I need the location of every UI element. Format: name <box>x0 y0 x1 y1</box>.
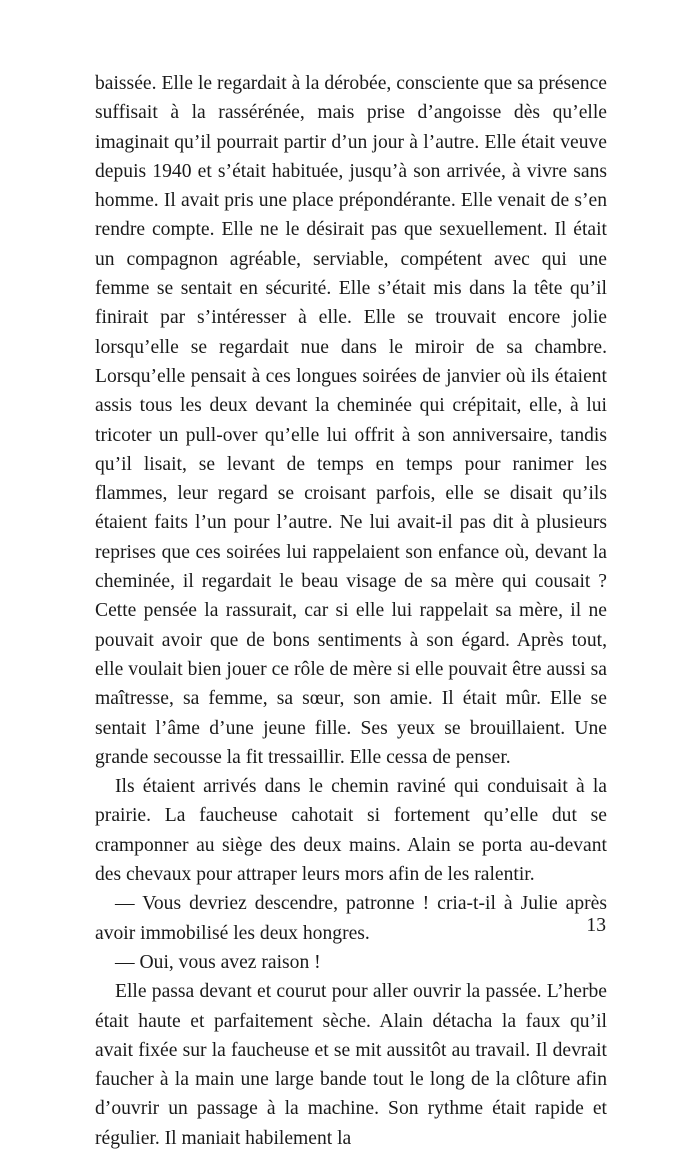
body-text <box>95 69 607 1153</box>
paragraph: Ils étaient arrivés dans le chemin raviné qui conduisait à la prairie. La faucheuse cahotait si fortement qu’elle dut se cramponner au siège des deux mains. Alain se porta au-devant des chevaux pour attraper leurs mors afin de les ralentir. <box>95 776 607 886</box>
paragraph: Elle passa devant et courut pour aller ouvrir la passée. L’herbe était haute et parfaitement sèche. Alain détacha la faux qu’il avait fixée sur la faucheuse et se mit aussitôt au travail. Il devrait faucher à la main une large bande tout le long de la clôture afin d’ouvrir un passage à la machine. Son rythme était rapide et régulier. Il maniait habilement la <box>95 981 607 1149</box>
dialogue-line: — Oui, vous avez raison ! <box>115 951 321 973</box>
paragraph: baissée. Elle le regardait à la dérobée, consciente que sa présence suffisait à la rassérénée, mais prise d’angoisse dès qu’elle imaginait qu’il pourrait partir d’un jour à l’autre. Elle était veuve depuis 1940 et s’était habituée, jusqu’à son arrivée, à vivre sans homme. Il avait pris une place prépondérante. Elle venait de s’en rendre compte. Elle ne le désirait pas que sexuellement. Il était un compagnon agréable, serviable, compétent avec qui une femme se sentait en sécurité. Elle s’était mis dans la tête qu’il finirait par s’intéresser à elle. Elle se trouvait encore jolie lorsqu’elle se regardait nue dans le miroir de sa chambre. Lorsqu’elle pensait à ces longues soirées de janvier où ils étaient assis tous les deux devant la cheminée qui crépitait, elle, à lui tricoter un pull-over qu’elle lui offrit à son anniversaire, tandis qu’il lisait, se levant de temps en temps pour ranimer les flammes, leur regard se croisant parfois, elle se disait qu’ils étaient faits l’un pour l’autre. Ne lui avait-il pas dit à plusieurs reprises que ces soirées lui rappelaient son enfance où, devant la cheminée, il regardait le beau visage de sa mère qui cousait ? Cette pensée la rassurait, car si elle lui rappelait sa mère, il ne pouvait avoir que de bons sentiments à son égard. Après tout, elle voulait bien jouer ce rôle de mère si elle pouvait être aussi sa maîtresse, sa femme, sa sœur, son amie. Il était mûr. Elle se sentait l’âme d’une jeune fille. Ses yeux se brouillaient. Une grande secousse la fit tressaillir. Elle cessa de penser. <box>95 73 607 768</box>
dialogue-line: — Vous devriez descendre, patronne ! cria-t-il à Julie après avoir immobilisé les deux hongres. <box>95 893 607 944</box>
page-number: 13 <box>586 915 606 936</box>
